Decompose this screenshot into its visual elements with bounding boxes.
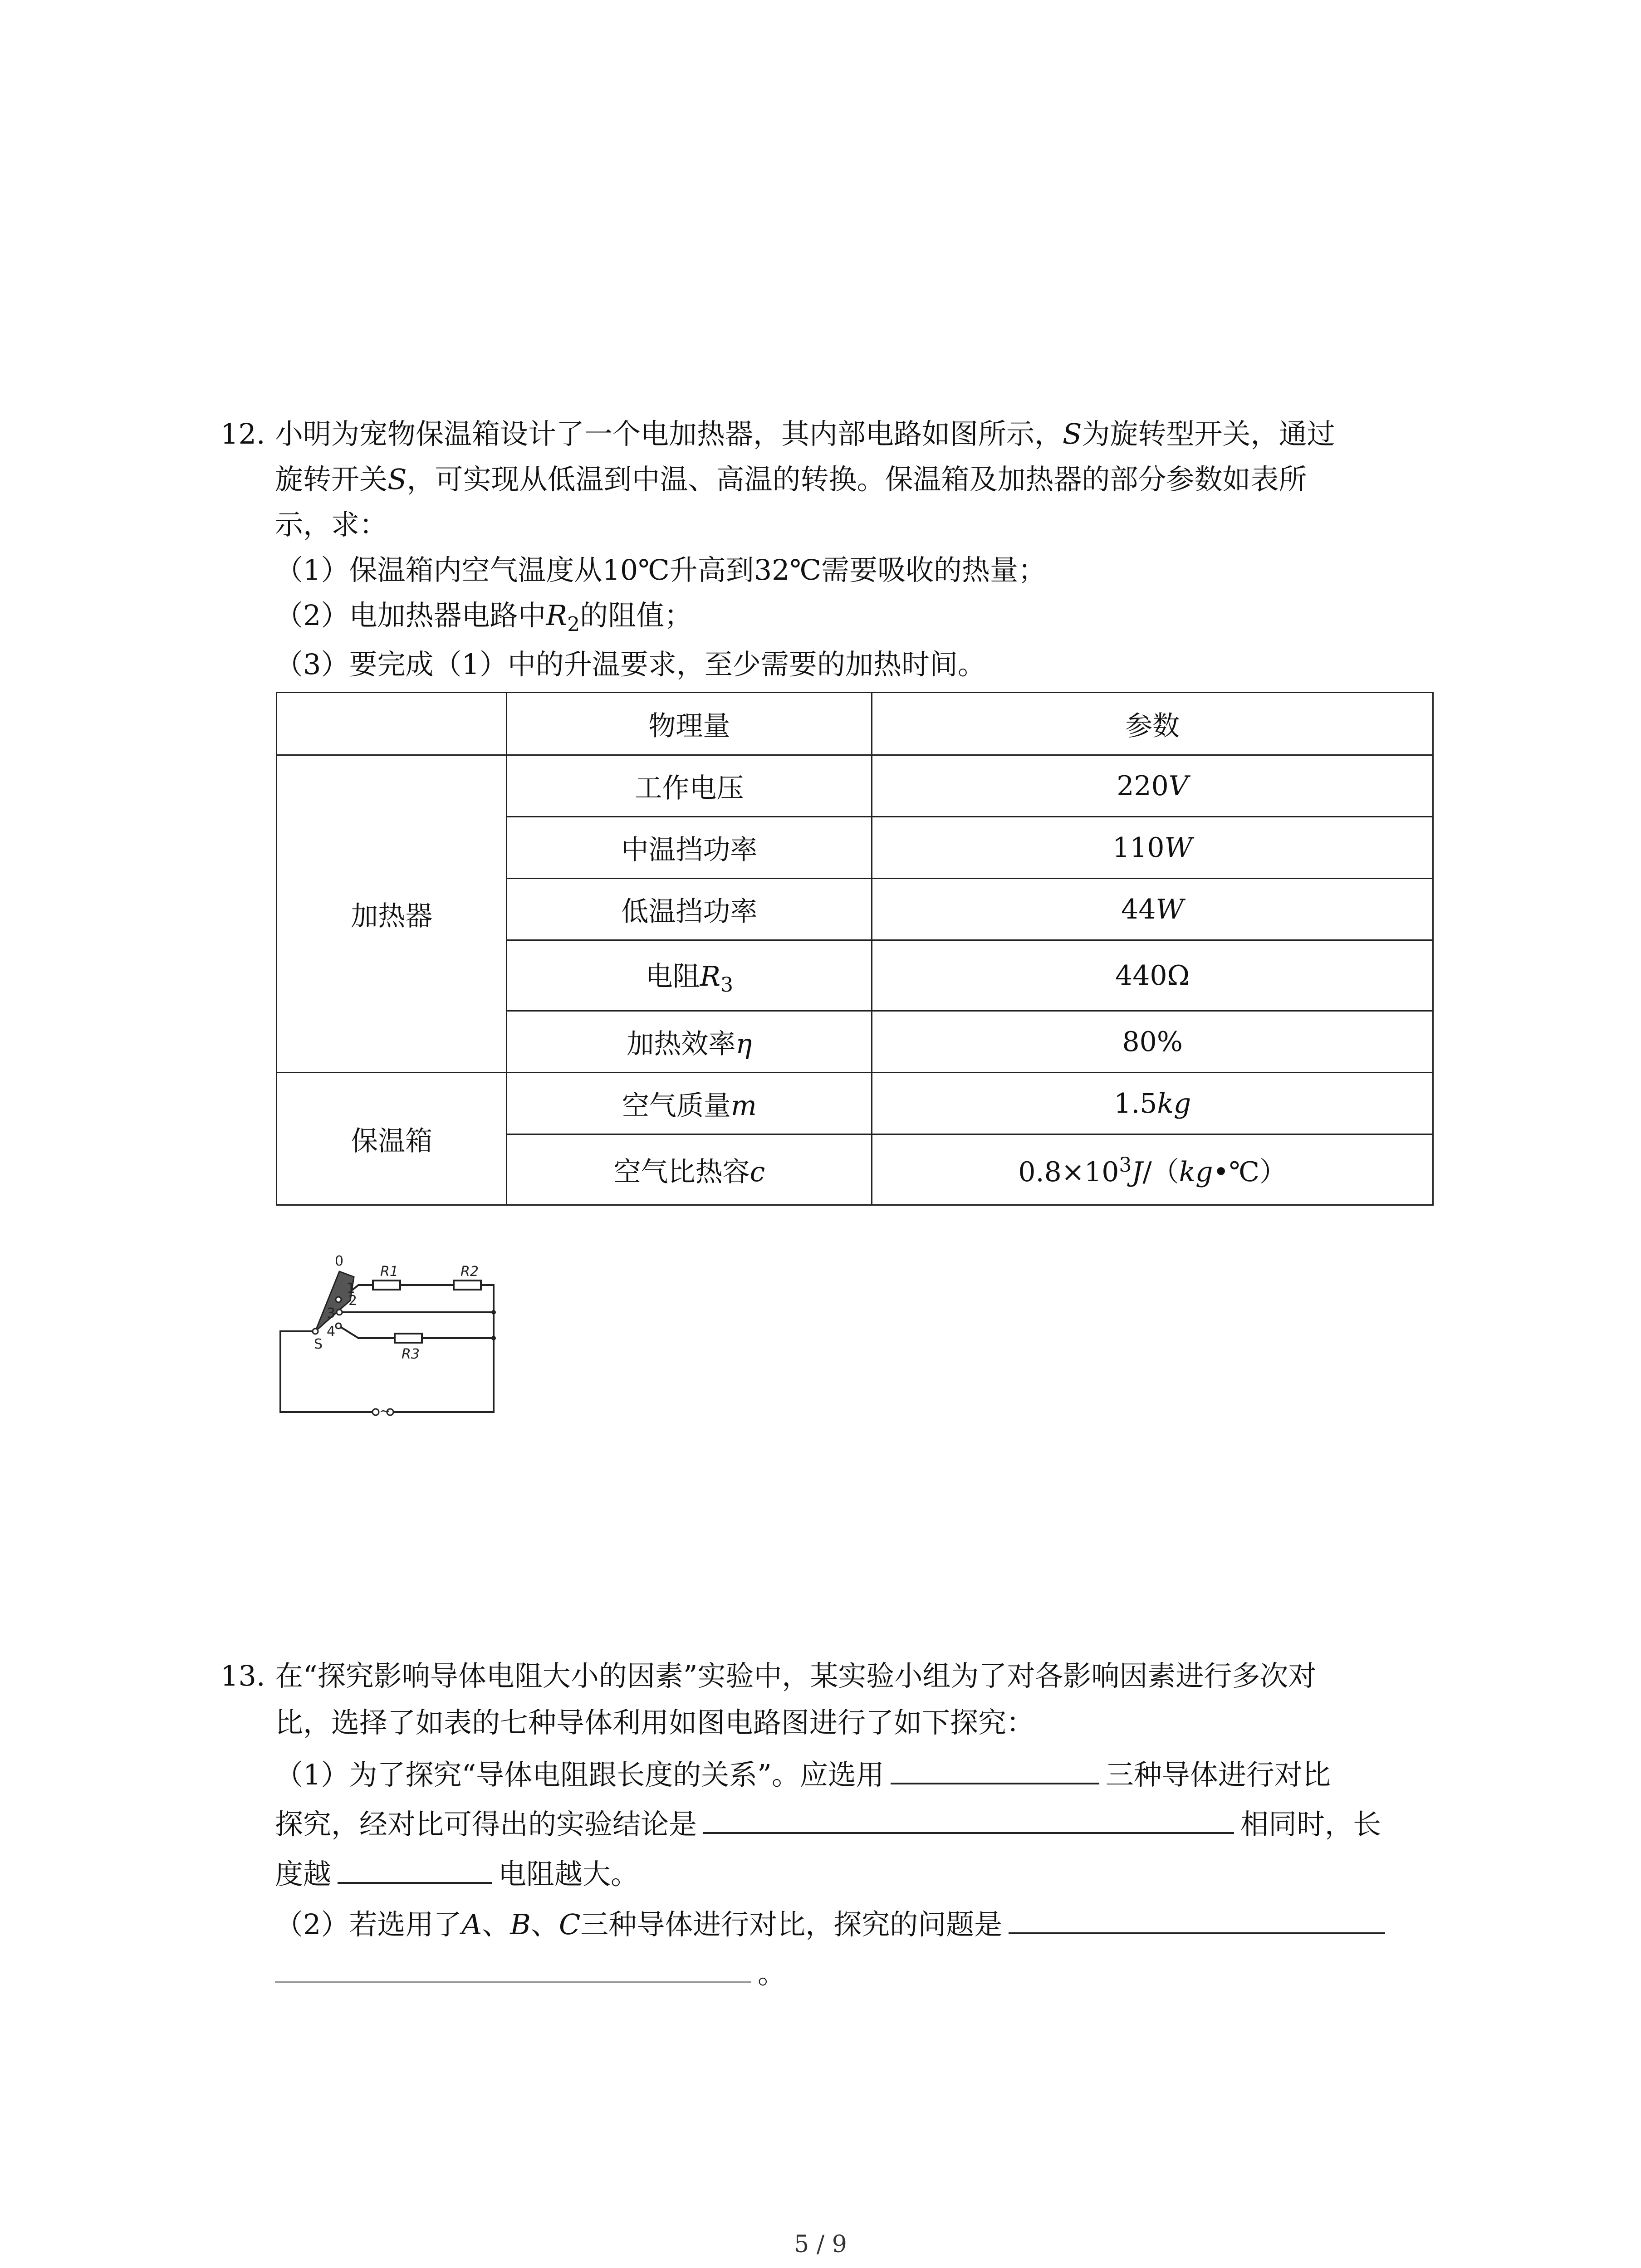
- contact-4-label: 4: [327, 1324, 336, 1339]
- table-row: 加热器 工作电压 220V: [277, 755, 1433, 817]
- switch-label: S: [314, 1336, 323, 1352]
- q13-line-6: （2）若选用了A、B、C三种导体进行对比，探究的问题是: [275, 1904, 1391, 1943]
- table-header-row: [277, 693, 1433, 755]
- table-row: 电阻$R_3$ 440Ω: [277, 940, 1433, 1011]
- r3-label: R3: [402, 1346, 420, 1362]
- q13-line-5: 度越 电阻越大。: [275, 1854, 639, 1892]
- q13-number: 13.: [220, 1659, 265, 1692]
- table-header-value: 参数: [872, 693, 1433, 755]
- page-number: 5 / 9: [794, 2231, 847, 2258]
- answer-blank-4[interactable]: [1009, 1904, 1385, 1934]
- contact-0-label: 0: [335, 1253, 344, 1269]
- parameter-table: [276, 692, 1434, 1206]
- table-row: 低温挡功率 44W: [277, 879, 1433, 940]
- q12-number: 12.: [220, 417, 265, 450]
- r1-label: R1: [380, 1264, 398, 1280]
- q12-sub-3: （3）要完成（1）中的升温要求，至少需要的加热时间。: [275, 648, 986, 681]
- q12-line-3: 示，求：: [275, 508, 388, 541]
- contact-2-label: 2: [348, 1293, 358, 1309]
- answer-blank-2[interactable]: [703, 1804, 1234, 1834]
- q13-line-4: 探究，经对比可得出的实验结论是 相同时，长: [275, 1804, 1381, 1843]
- contact-1-label: 1: [347, 1281, 356, 1296]
- r2-label: R2: [460, 1264, 479, 1280]
- table-row: 加热效率η 80%: [277, 1011, 1433, 1073]
- q13-line-7: 。: [275, 1953, 786, 1992]
- group-box: 保温箱: [277, 1073, 507, 1205]
- q12-sub-1: （1）保温箱内空气温度从10℃升高到32℃需要吸收的热量；: [275, 553, 1046, 587]
- table-row: 中温挡功率 110W: [277, 817, 1433, 879]
- table-row: 保温箱 空气质量m 1.5kg: [277, 1073, 1433, 1134]
- q12-line-1: 12. 小明为宠物保温箱设计了一个电加热器，其内部电路如图所示，S为旋转型开关，通过: [220, 416, 1335, 452]
- table-header-quantity: 物理量: [507, 693, 872, 755]
- circuit-diagram: [272, 1250, 508, 1422]
- answer-blank-4-continued[interactable]: [275, 1953, 751, 1983]
- q12-sub-2: （2）电加热器电路中$R_2$的阻值；: [275, 599, 693, 636]
- answer-blank-1[interactable]: [891, 1755, 1099, 1784]
- table-row: 空气比热容c $0.8\times 10^3J/(kg•℃)$: [277, 1134, 1433, 1205]
- q13-line-3: （1）为了探究“导体电阻跟长度的关系”。应选用 三种导体进行对比: [275, 1755, 1331, 1793]
- q13-line-1: 13. 在“探究影响导体电阻大小的因素”实验中，某实验小组为了对各影响因素进行多次对: [220, 1658, 1316, 1694]
- group-heater: 加热器: [277, 755, 507, 1073]
- table-header-blank: [277, 693, 507, 755]
- contact-3-label: 3: [327, 1305, 336, 1321]
- q13-line-2: 比，选择了如表的七种导体利用如图电路图进行了如下探究：: [275, 1706, 1035, 1739]
- ac-source-label: ~: [379, 1403, 391, 1419]
- answer-blank-3[interactable]: [338, 1854, 492, 1884]
- q12-line-2: 旋转开关S，可实现从低温到中温、高温的转换。保温箱及加热器的部分参数如表所: [275, 463, 1307, 496]
